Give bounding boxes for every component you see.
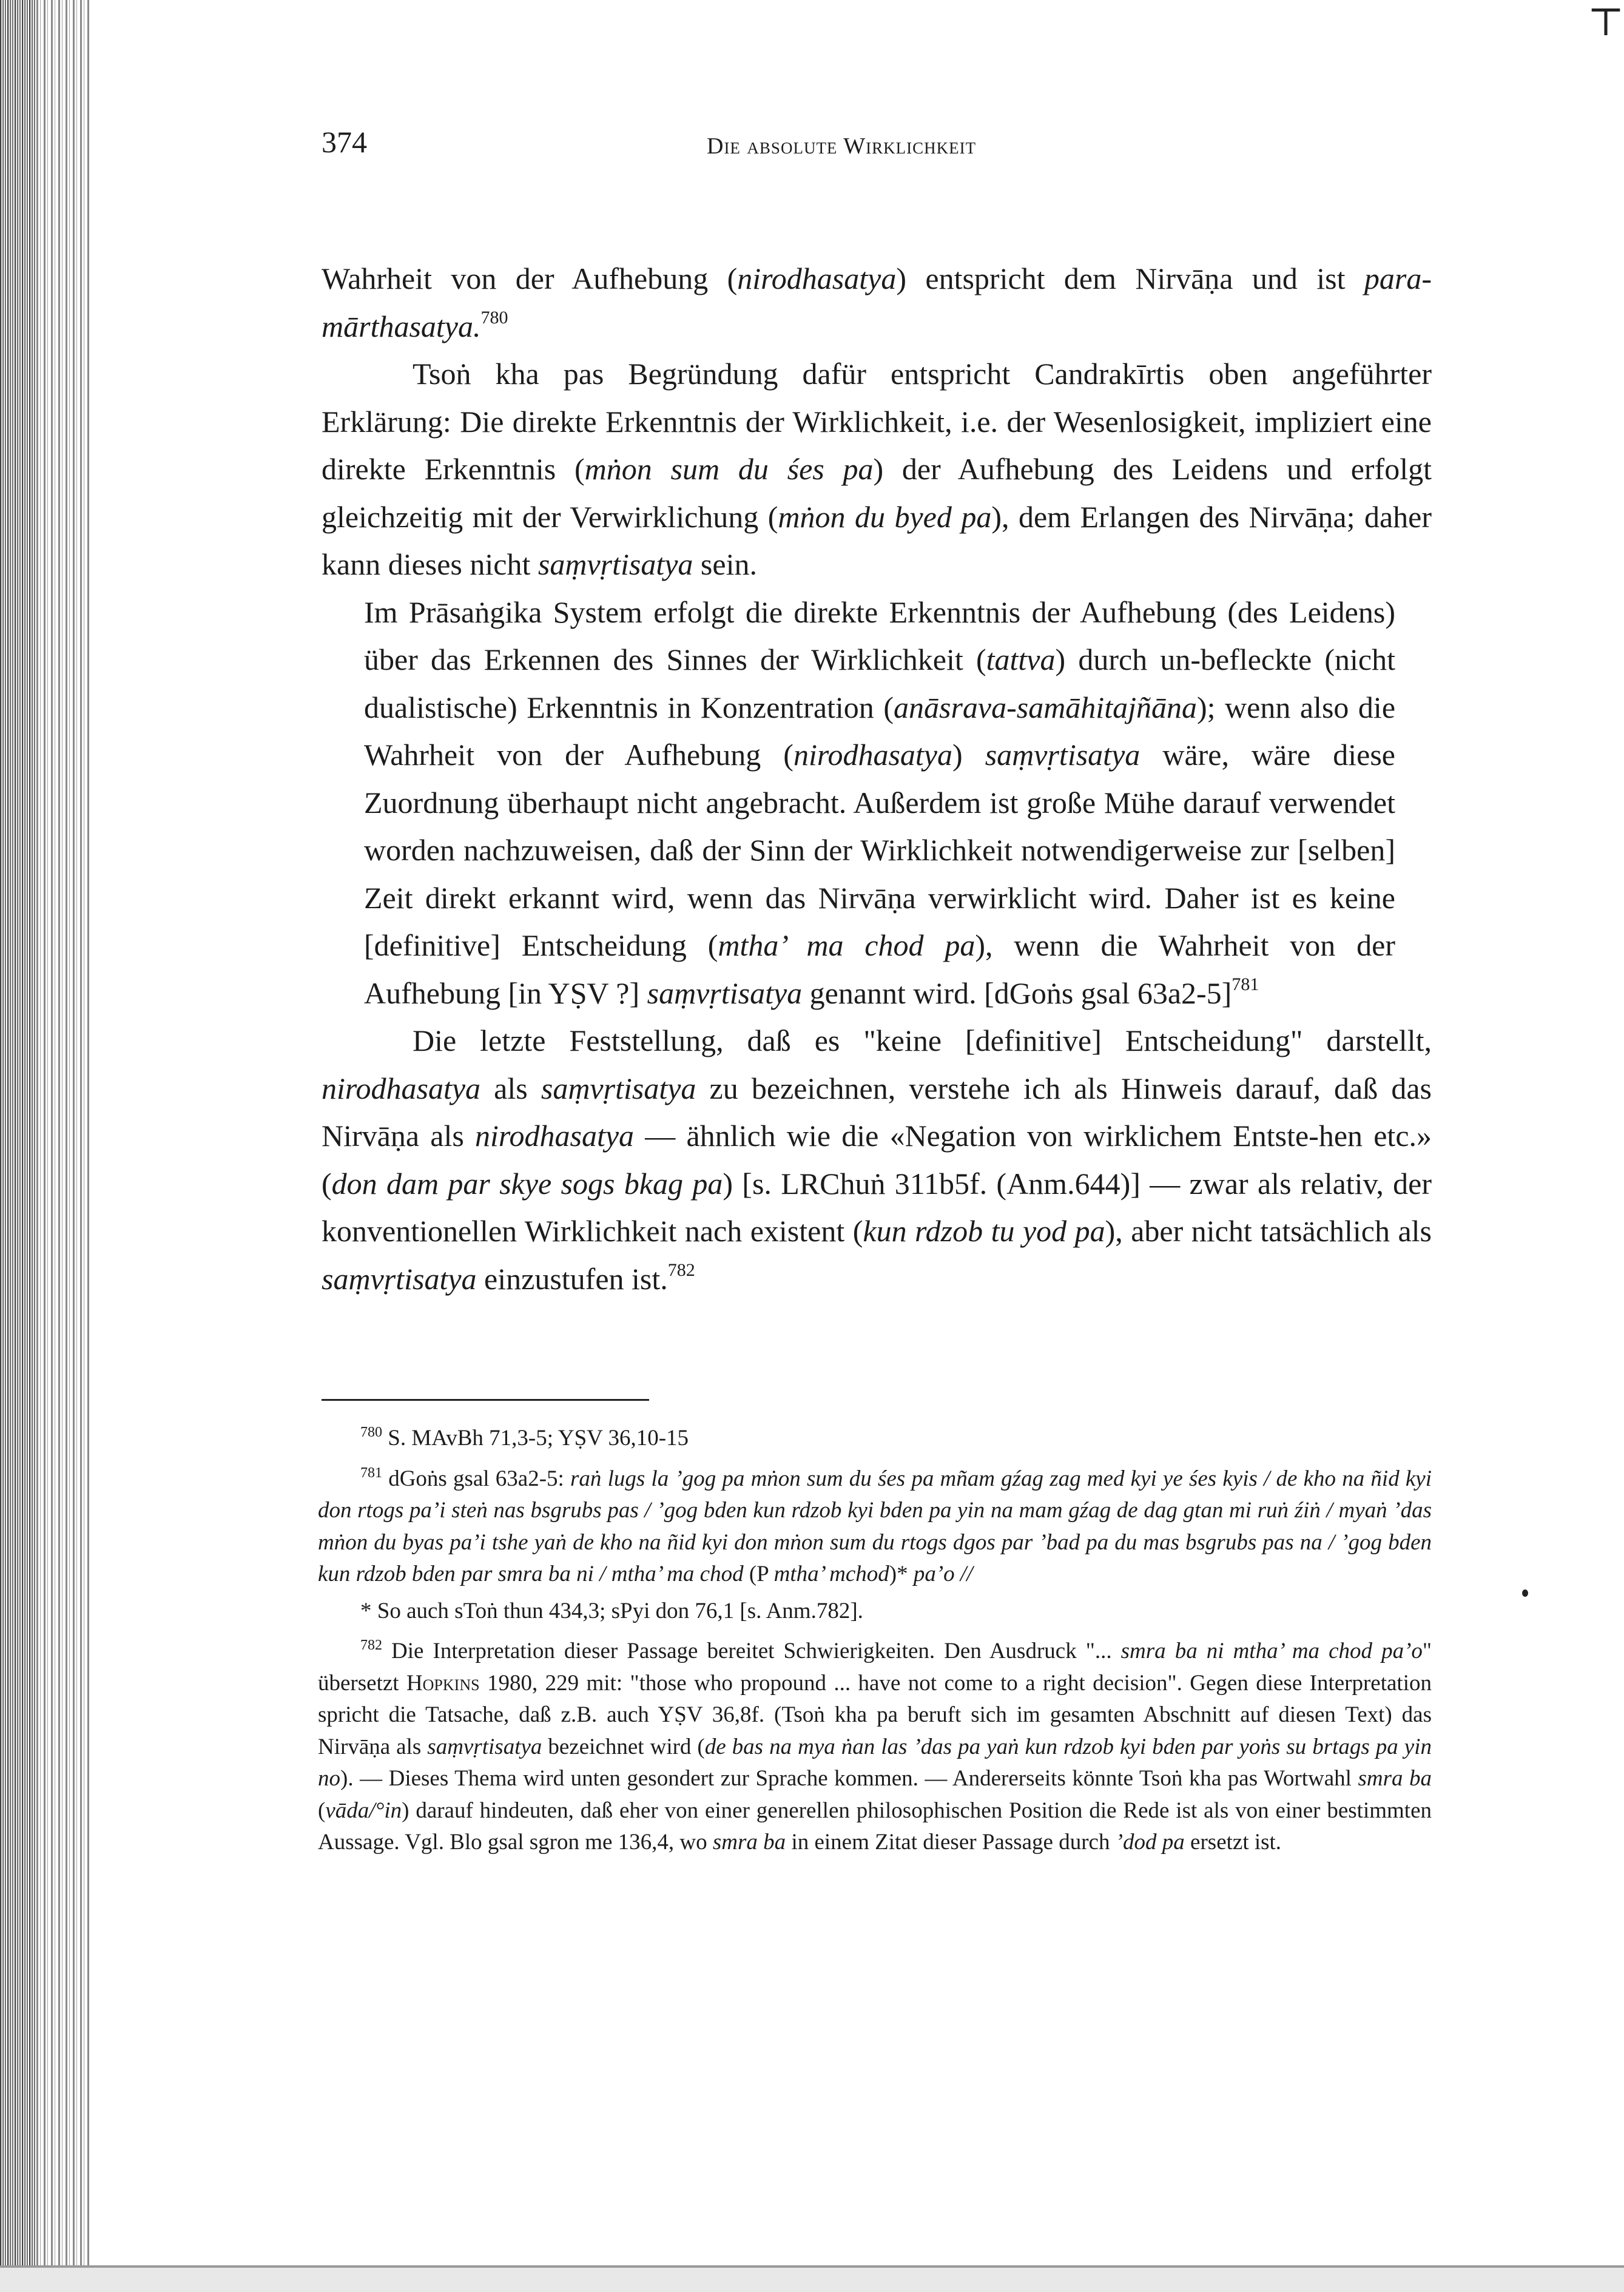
term: saṃvṛtisatya	[647, 976, 803, 1010]
footnote-ref[interactable]: 781	[1231, 974, 1259, 994]
term: para-mārthasatya.	[322, 261, 1432, 343]
tibetan-quote: de bas na mya ṅan las ’das pa yaṅ kun rdzob kyi bden par yoṅs su brtags pa yin no	[318, 1734, 1432, 1791]
term: ’dod pa	[1115, 1830, 1185, 1855]
term: saṃvṛtisatya	[537, 547, 693, 581]
text-span: — ähnlich wie die «Negation von wirklichem Entste-hen etc.» (	[322, 1119, 1432, 1201]
paragraph-1	[322, 255, 1432, 350]
page-number: 374	[322, 125, 367, 159]
term: anāsrava-samāhitajñāna	[893, 690, 1197, 724]
text-span: einzustufen ist.	[476, 1261, 668, 1296]
footnote-text: (P	[743, 1562, 774, 1586]
footnote-number: 782	[360, 1637, 382, 1653]
term: saṃvṛtisatya	[427, 1734, 542, 1759]
term: mṅon sum du śes pa	[584, 452, 874, 486]
tibetan-quote: raṅ lugs la ’gog pa mṅon sum du śes pa mñam gźag zag med kyi ye śes kyis / de kho na ñid kyi don rtogs pa’i steṅ nas bsgrubs pas / ’gog bden kun rdzob kyi bden pa yin na mam gźag de dag gtan mi ruṅ źiṅ / myaṅ ’das mṅon du byas pa’i tshe yaṅ de kho na ñid kyi don mṅon sum du rtogs dgos par ’bad pa du mas bsgrubs pas na / ’gog bden kun rdzob bden par smra ba ni / mtha’ ma chod	[318, 1466, 1432, 1586]
text-span: )	[952, 738, 985, 772]
term: saṃvṛtisatya	[985, 738, 1141, 772]
footnote-780	[318, 1423, 1432, 1455]
footnote-star	[318, 1596, 1432, 1628]
term: smra ba	[712, 1830, 786, 1855]
text-span: Die letzte Feststellung, daß es "keine [definitive] Entscheidung" darstellt,	[413, 1023, 1432, 1057]
text-span: ) durch un-befleckte (nicht dualistische) Erkenntnis in Konzentration (	[364, 642, 1395, 724]
footnote-text: (	[318, 1798, 326, 1823]
term: don dam par skye sogs bkag pa	[331, 1166, 723, 1201]
body-text	[322, 255, 1432, 1303]
footnote-number: 780	[360, 1424, 382, 1440]
block-quote	[364, 588, 1395, 1017]
footnote-ref[interactable]: 782	[667, 1259, 695, 1280]
footnote-781	[318, 1463, 1432, 1591]
footnote-ref[interactable]: 780	[480, 307, 508, 328]
corner-mark: ⊤	[1587, 1, 1624, 44]
term: mtha’ ma chod pa	[718, 928, 975, 962]
term: vāda/°in	[325, 1798, 402, 1823]
term: nirodhasatya	[475, 1119, 635, 1153]
term: smra ba ni mtha’ ma chod pa’o	[1120, 1639, 1423, 1663]
text-span: ) entspricht dem Nirvāṇa und ist	[896, 261, 1364, 295]
text-span: ), wenn die Wahrheit von der Aufhebung [in YṢV ?]	[364, 928, 1395, 1010]
footnote-text: ersetzt ist.	[1184, 1830, 1282, 1855]
text-span: ) [s. LRChuṅ 311b5f. (Anm.644)] — zwar als relativ, der konventionellen Wirklichkeit nach existent (	[322, 1166, 1432, 1248]
footnote-text: * So auch sToṅ thun 434,3; sPyi don 76,1 [s. Anm.782].	[360, 1598, 863, 1623]
footnote-text: 1980, 229 mit: "those who propound ... have not come to a right decision". Gegen diese Interpretation spricht die Tatsache, daß z.B. auch YṢV 36,8f. (Tsoṅ kha pa beruft sich im gesamten Abschnitt auf diesen Text) das Nirvāṇa als	[318, 1670, 1432, 1759]
text-span: genannt wird. [dGoṅs gsal 63a2-5]	[802, 976, 1232, 1010]
term: nirodhasatya	[322, 1071, 481, 1105]
footnote-text: S. MAvBh 71,3-5; YṢV 36,10-15	[388, 1426, 689, 1451]
text-span: ), aber nicht tatsächlich als	[1105, 1214, 1432, 1248]
term: tattva	[986, 642, 1056, 676]
text-span: ); wenn also die Wahrheit von der Aufhebung (	[364, 690, 1396, 772]
text-span: Im Prāsaṅgika System erfolgt die direkte Erkenntnis der Aufhebung (des Leidens) über das Erkennen des Sinnes der Wirklichkeit (	[364, 595, 1395, 676]
tibetan-quote: mtha’ mchod	[773, 1562, 889, 1586]
term: smra ba	[1358, 1766, 1432, 1791]
footnote-text: ). — Dieses Thema wird unten gesondert zur Sprache kommen. — Andererseits könnte Tsoṅ kha pas Wortwahl	[340, 1766, 1358, 1791]
footnote-text: " übersetzt	[318, 1639, 1432, 1696]
scan-binding-edge-dark	[0, 0, 36, 2292]
text-span: ) der Aufhebung des Leidens und erfolgt gleichzeitig mit der Verwirklichung (	[322, 452, 1432, 534]
text-span: zu bezeichnen, verstehe ich als Hinweis darauf, daß das Nirvāṇa als	[322, 1071, 1432, 1153]
footnote-text: Die Interpretation dieser Passage bereitet Schwierigkeiten. Den Ausdruck "...	[391, 1639, 1121, 1663]
term: kun rdzob tu yod pa	[863, 1214, 1105, 1248]
text-span: Wahrheit von der Aufhebung (	[322, 261, 738, 295]
tibetan-quote: pa’o //	[913, 1562, 973, 1586]
running-head: Die absolute Wirklichkeit	[707, 133, 977, 159]
term: saṃvṛtisatya	[541, 1071, 696, 1105]
text-span: wäre, wäre diese Zuordnung überhaupt nicht angebracht. Außerdem ist große Mühe darauf verwendet worden nachzuweisen, daß der Sinn der Wirklichkeit notwendigerweise zur [selben] Zeit direkt erkannt wird, wenn das Nirvāṇa verwirklicht wird. Daher ist es keine [definitive] Entscheidung (	[364, 738, 1395, 962]
footnote-text: dGoṅs gsal 63a2-5:	[388, 1466, 570, 1491]
scan-speck	[1522, 1589, 1528, 1597]
footnote-text: bezeichnet wird (	[542, 1734, 705, 1759]
footnote-text: ) darauf hindeuten, daß eher von einer generellen philosophischen Position die Rede ist als von einer bestimmten Aussage. Vgl. Blo gsal sgron me 136,4, wo	[318, 1798, 1432, 1855]
footnote-782	[318, 1636, 1432, 1859]
text-span: als	[480, 1071, 541, 1105]
term: nirodhasatya	[793, 738, 952, 772]
author-name: Hopkins	[406, 1670, 480, 1696]
page-header	[322, 124, 1432, 173]
footnotes	[318, 1398, 1432, 1867]
footnote-text: in einem Zitat dieser Passage durch	[786, 1830, 1116, 1855]
footnote-text: )*	[889, 1562, 914, 1586]
text-span: sein.	[693, 547, 757, 581]
scan-bottom-edge	[0, 2265, 1624, 2292]
paragraph-2	[322, 350, 1432, 588]
term: mṅon du byed pa	[778, 499, 992, 534]
text-span: Tsoṅ kha pas Begründung dafür entspricht Candrakīrtis oben angeführter Erklärung: Die direkte Erkenntnis der Wirklichkeit, i.e. der Wesenlosigkeit, impliziert eine direkte Erkenntnis (	[322, 357, 1432, 486]
footnote-number: 781	[360, 1465, 382, 1481]
paragraph-4	[322, 1017, 1432, 1303]
text-span: ), dem Erlangen des Nirvāṇa; daher kann dieses nicht	[322, 499, 1432, 581]
term: saṃvṛtisatya	[322, 1261, 477, 1296]
term: nirodhasatya	[737, 261, 897, 295]
